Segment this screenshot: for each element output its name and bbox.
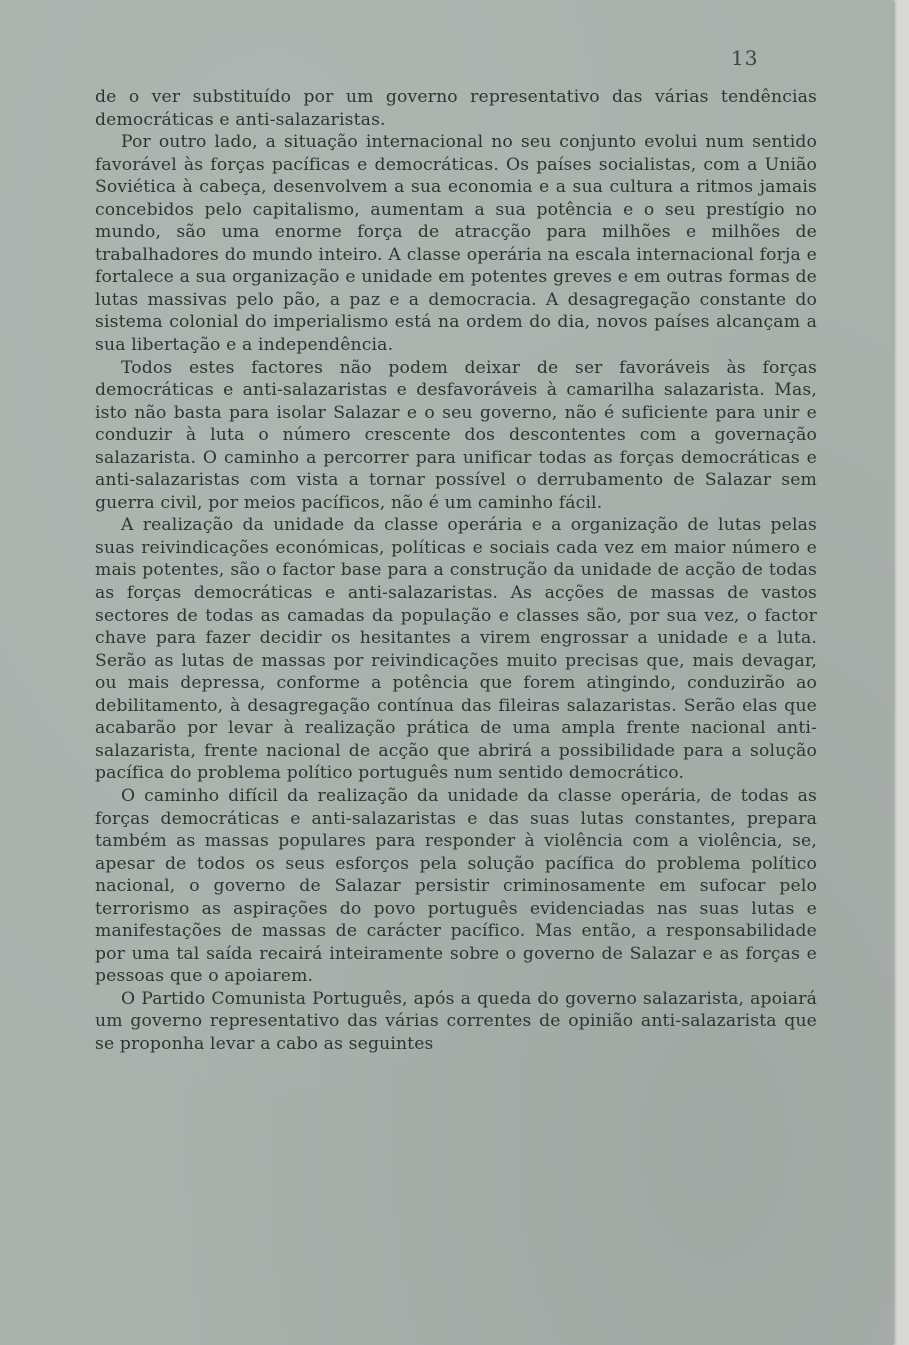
paragraph-communist-party: O Partido Comunista Português, após a queda do governo salazarista, apoiará um governo representativo das várias correntes de opinião anti-salazarista que se proponha levar a cabo as seguintes	[95, 988, 817, 1054]
paragraph-favourable-factors: Todos estes factores não podem deixar de ser favoráveis às forças democráticas e anti-salazaristas e desfavoráveis à camarilha salazarista. Mas, isto não basta para isolar Salazar e o seu governo, não é suficiente para unir e conduzir à luta o número crescente dos descontentes com a governação salazarista. O caminho a percorrer para unificar todas as forças democráticas e anti-salazaristas com vista a tornar possível o derrubamento de Salazar sem guerra civil, por meios pacíficos, não é um caminho fácil.	[95, 357, 817, 513]
paragraph-working-class-unity: A realização da unidade da classe operária e a organização de lutas pelas suas reivindicações económicas, políticas e sociais cada vez em maior número e mais potentes, são o factor base para a construção da unidade de acção de todas as forças democráticas e anti-salazaristas. As acções de massas de vastos sectores de todas as camadas da população e classes são, por sua vez, o factor chave para fazer decidir os hesitantes a virem engrossar a unidade e a luta. Serão as lutas de massas por reivindicações muito precisas que, mais devagar, ou mais depressa, conforme a potência que forem atingindo, conduzirão ao debilitamento, à desagregação contínua das fileiras salazaristas. Serão elas que acabarão por levar à realização prática de uma ampla frente nacional anti-salazarista, frente nacional de acção que abrirá a possibilidade para a solução pacífica do problema político português num sentido democrático.	[95, 515, 817, 784]
paragraph-difficult-path: O caminho difícil da realização da unidade da classe operária, de todas as forças democráticas e anti-salazaristas e das suas lutas constantes, prepara também as massas populares para responder à violência com a violência, se, apesar de todos os seus esforços pela solução pacífica do problema político nacional, o governo de Salazar persistir criminosamente em sufocar pelo terrorismo as aspirações do povo português evidenciadas nas suas lutas e manifestações de massas de carácter pacífico. Mas então, a responsabilidade por uma tal saída recairá inteiramente sobre o governo de Salazar e as forças e pessoas que o apoiarem.	[95, 785, 817, 987]
body-text	[95, 86, 817, 1056]
paragraph-international-situation: Por outro lado, a situação internacional no seu conjunto evolui num sentido favorável às forças pacíficas e democráticas. Os países socialistas, com a União Soviética à cabeça, desenvolvem a sua economia e a sua cultura a ritmos jamais concebidos pelo capitalismo, aumentam a sua potência e o seu prestígio no mundo, são uma enorme força de atracção para milhões e milhões de trabalhadores do mundo inteiro. A classe operária na escala internacional forja e fortalece a sua organização e unidade em potentes greves e em outras formas de lutas massivas pelo pão, a paz e a democracia. A desagregação constante do sistema colonial do imperialismo está na ordem do dia, novos países alcançam a sua libertação e a independência.	[95, 132, 817, 356]
paragraph-continuation: de o ver substituído por um governo representativo das várias tendências democráticas e anti-salazaristas.	[95, 87, 817, 130]
page-number: 13	[731, 46, 759, 70]
